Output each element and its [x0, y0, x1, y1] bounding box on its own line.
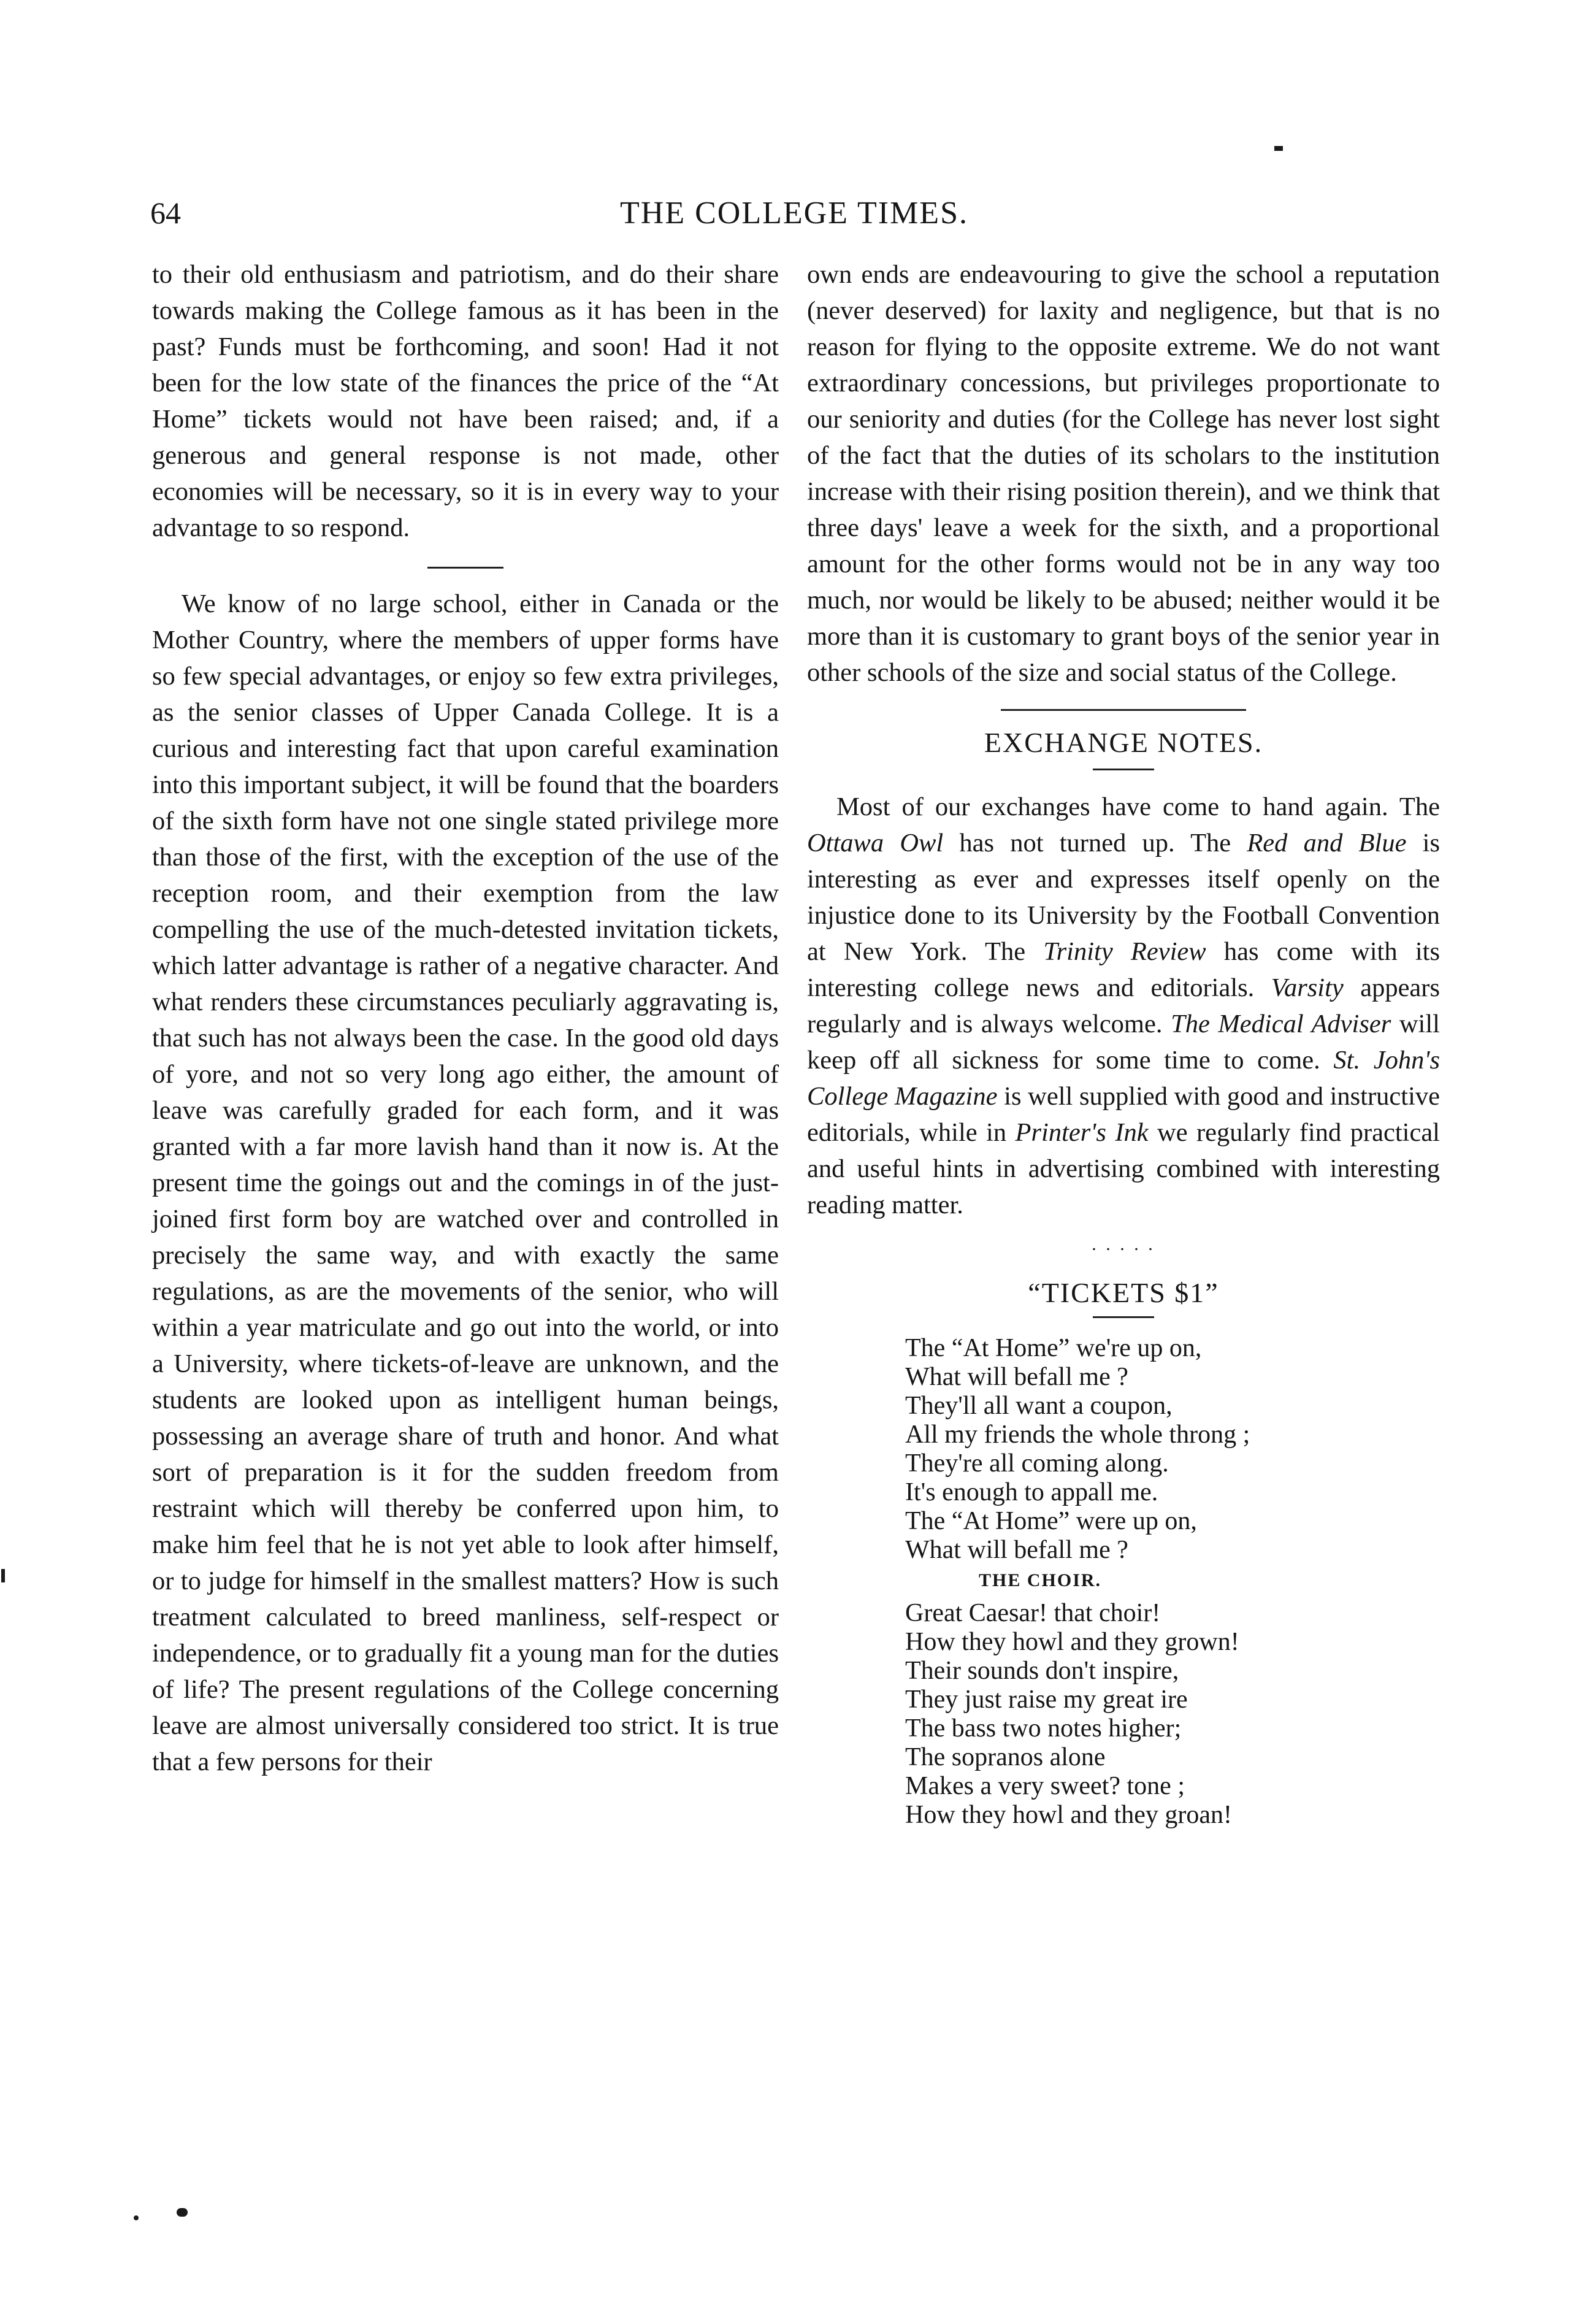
right-paragraph-continued: own ends are endeavouring to give the school a reputation (never deserved) for laxity and negligence, but that is no reason for flying to the opposite extreme. We do not want extraordinary concessions, but privileges proportionate to our seniority and duties (for the College has never lost sight of the fact that the duties of its scholars to the institution increase with their rising position therein), and we think that three days' leave a week for the sixth, and a proportional amount for the other forms would not be in any way too much, nor would be likely to be abused; neither would it be more than it is customary to grant boys of the senior year in other schools of the size and social status of the College.	[807, 260, 1440, 687]
top-right-ink-mark	[1274, 146, 1283, 151]
poem-line: They just raise my great ire	[905, 1685, 1188, 1714]
left-column	[152, 256, 779, 1780]
poem-line: Makes a very sweet? tone ;	[905, 1772, 1185, 1800]
poem-line: They'll all want a coupon,	[905, 1392, 1173, 1420]
poem-line: How they howl and they grown!	[905, 1628, 1239, 1656]
poem-line: Their sounds don't inspire,	[905, 1657, 1179, 1685]
publication-title: Trinity Review	[1043, 937, 1206, 966]
section-divider	[427, 567, 503, 569]
poem-line: They're all coming along.	[905, 1449, 1169, 1478]
exchange-notes-paragraph: Most of our exchanges have come to hand again. The Ottawa Owl has not turned up. The Red and Blue is interesting as ever and expresses itself openly on the injustice done to its University by the Football Convention at New York. The Trinity Review has come with its interesting college news and editorials. Varsity appears regularly and is always welcome. The Medical Adviser will keep off all sickness for some time to come. St. John's College Magazine is well supplied with good and instructive editorials, while in Printer's Ink we regularly find practical and useful hints in advertising combined with interesting reading matter.	[807, 792, 1441, 1219]
bottom-left-ink-dot	[134, 2215, 139, 2220]
poem-line: The “At Home” we're up on,	[905, 1334, 1202, 1362]
page-number: 64	[150, 196, 181, 230]
page-header	[150, 195, 1438, 238]
heading-underline	[1093, 769, 1154, 770]
publication-title: Red and Blue	[1247, 829, 1407, 857]
publication-title: The Medical Adviser	[1171, 1010, 1391, 1038]
bottom-left-ink-blot	[177, 2208, 188, 2217]
publication-title: St. John's College Magazine	[807, 1046, 1440, 1111]
poem-line: How they howl and they groan!	[905, 1801, 1233, 1829]
poem-line: What will befall me ?	[905, 1536, 1128, 1564]
publication-title: Varsity	[1271, 973, 1344, 1002]
poem-heading: “TICKETS $1”	[1028, 1277, 1219, 1308]
poem-subheading: THE CHOIR.	[979, 1570, 1102, 1590]
poem-line: All my friends the whole throng ;	[905, 1421, 1250, 1449]
poem-line: It's enough to appall me.	[905, 1478, 1158, 1506]
heading-underline	[1093, 1316, 1154, 1318]
section-divider	[1001, 709, 1246, 711]
poem-line: The bass two notes higher;	[905, 1714, 1182, 1743]
poem-line: The sopranos alone	[905, 1743, 1106, 1771]
right-column	[807, 256, 1440, 1830]
poem-line: What will befall me ?	[905, 1363, 1128, 1391]
poem-line: Great Caesar! that choir!	[905, 1599, 1161, 1627]
exchange-notes-heading: EXCHANGE NOTES.	[984, 727, 1263, 758]
poem-stanza-1	[905, 1334, 1440, 1565]
publication-title: Ottawa Owl	[807, 829, 944, 857]
left-paragraph-privileges: We know of no large school, either in Canada or the Mother Country, where the members of upper forms have so few special advantages, or enjoy so few extra privileges, as the senior classes of Upper Canada College. It is a curious and interesting fact that upon careful examination into this important subject, it will be found that the boarders of the sixth form have not one single stated privilege more than those of the first, with the exception of the use of the reception room, and their exemption from the law compelling the use of the much-detested invitation tickets, which latter advantage is rather of a negative character. And what renders these circumstances peculiarly aggravating is, that such has not always been the case. In the good old days of yore, and not so very long ago either, the amount of leave was carefully graded for each form, and it was granted with a far more lavish hand than it now is. At the present time the goings out and the comings in of the just-joined first form boy are watched over and controlled in precisely the same way, and with exactly the same regulations, as are the movements of the senior, who will within a year matriculate and go out into the world, or into a University, where tickets-of-leave are unknown, and the students are looked upon as intelligent human beings, possessing an average share of truth and honor. And what sort of preparation is it for the sudden freedom from restraint which will thereby be conferred upon him, to make him feel that he is not yet able to look after himself, or to judge for himself in the smallest matters? How is such treatment calculated to breed manliness, self-respect or independence, or to gradually fit a young man for the duties of life? The present regulations of the College concerning leave are almost universally considered too strict. It is true that a few persons for their	[152, 589, 779, 1776]
running-title: THE COLLEGE TIMES.	[620, 196, 968, 231]
publication-title: Printer's Ink	[1015, 1118, 1149, 1147]
poem-line: The “At Home” were up on,	[905, 1507, 1197, 1535]
left-margin-ink-mark	[1, 1569, 5, 1582]
poem-stanza-2	[905, 1599, 1440, 1830]
left-paragraph-continued: to their old enthusiasm and patriotism, and do their share towards making the College famous as it has been in the past? Funds must be forthcoming, and soon! Had it not been for the low state of the finances the price of the “At Home” tickets would not have been raised; and, if a generous and general response is not made, other economies will be necessary, so it is in every way to your advantage to so respond.	[152, 260, 779, 542]
section-divider-dots: . . . . .	[1092, 1234, 1155, 1254]
